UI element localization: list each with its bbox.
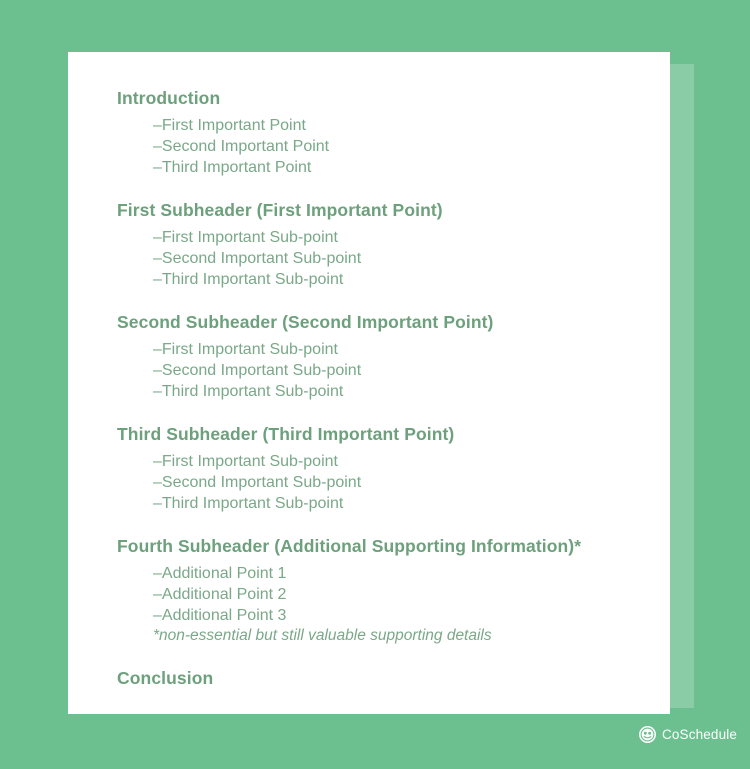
section-heading: Second Subheader (Second Important Point) (117, 311, 494, 332)
section-heading: Third Subheader (Third Important Point) (117, 423, 455, 444)
section-heading: Fourth Subheader (Additional Supporting Information)* (117, 535, 582, 556)
section-point-list (117, 339, 652, 402)
outline-section (117, 536, 652, 646)
section-point: –Third Important Sub-point (153, 494, 344, 512)
section-point: –Additional Point 2 (153, 585, 287, 603)
coschedule-logo-icon (639, 726, 656, 743)
section-point: –Second Important Point (153, 137, 330, 155)
section-point: –First Important Sub-point (153, 452, 338, 470)
outline-content (117, 88, 652, 689)
outline-section (117, 88, 652, 178)
section-point: –First Important Sub-point (153, 340, 338, 358)
section-point: –Third Important Point (153, 158, 312, 176)
section-point: –First Important Point (153, 116, 306, 134)
section-point: –Third Important Sub-point (153, 270, 344, 288)
section-point-list (117, 227, 652, 290)
section-point: –Third Important Sub-point (153, 382, 344, 400)
section-heading: Introduction (117, 88, 221, 108)
outline-section (117, 200, 652, 290)
section-point: –First Important Sub-point (153, 228, 338, 246)
outline-card (68, 52, 670, 714)
outline-section (117, 668, 652, 689)
section-point-list (117, 115, 652, 178)
section-point: –Second Important Sub-point (153, 473, 362, 491)
section-point: –Additional Point 3 (153, 606, 287, 624)
outline-section (117, 424, 652, 514)
section-point: –Second Important Sub-point (153, 249, 362, 267)
section-point-list (117, 451, 652, 514)
section-point: –Additional Point 1 (153, 564, 287, 582)
outline-section (117, 312, 652, 402)
section-point-list (117, 563, 652, 626)
section-point: –Second Important Sub-point (153, 361, 362, 379)
coschedule-wordmark: CoSchedule (662, 726, 738, 742)
section-heading: Conclusion (117, 668, 214, 689)
coschedule-brand-logo (639, 726, 737, 743)
section-heading: First Subheader (First Important Point) (117, 199, 443, 220)
section-footnote: *non-essential but still valuable supporting details (153, 626, 492, 644)
